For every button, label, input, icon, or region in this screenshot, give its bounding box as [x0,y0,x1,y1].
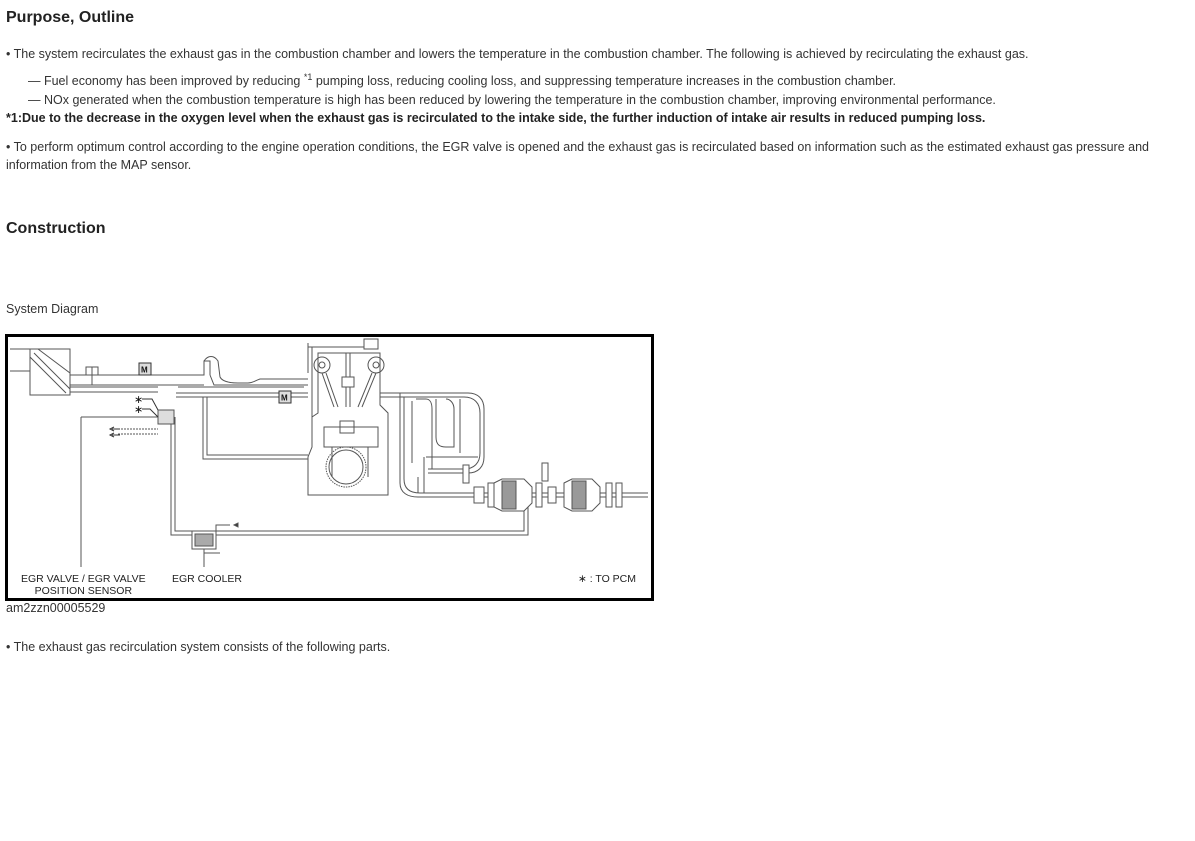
footnote-pumping-loss: *1:Due to the decrease in the oxygen level when the exhaust gas is recirculated to the intake side, the further induction of intake air results in reduced pumping loss. [6,111,986,125]
label-egr-cooler: EGR COOLER [172,573,243,585]
label-to-pcm: ∗ : TO PCM [578,573,637,585]
system-diagram-heading: System Diagram [6,302,99,316]
section-title-construction: Construction [6,220,106,237]
motor-symbol-throttle: M [141,365,148,375]
egr-schematic-drawing [8,337,651,598]
purpose-sub-bullet-fuel-economy [28,72,896,90]
pcm-marker-1: ∗ [134,394,144,406]
construction-bullet: • The exhaust gas recirculation system consists of the following parts. [6,640,391,654]
motor-symbol-egr: M [281,393,288,403]
footnote-ref: *1 [303,72,313,82]
section-title-purpose-outline: Purpose, Outline [6,9,135,26]
pcm-marker-2: ∗ [134,404,144,416]
purpose-bullet-2: • To perform optimum control according to the engine operation conditions, the EGR valve is opened and the exhaust gas is recirculated based on information such as the estimated exhaust gas pressure and information from the MAP sensor. [6,140,1150,172]
label-egr-valve-line-2: POSITION SENSOR [34,585,133,597]
egr-system-diagram [5,334,654,601]
label-egr-valve [21,573,146,597]
figure-id-caption: am2zzn00005529 [6,601,106,615]
purpose-bullet-1: • The system recirculates the exhaust gas in the combustion chamber and lowers the temperature in the combustion chamber. The following is achieved by recirculating the exhaust gas. [6,47,1029,61]
sub-bullet-text-post: pumping loss, reducing cooling loss, and suppressing temperature increases in the combustion chamber. [312,74,897,88]
sub-bullet-text-pre: — Fuel economy has been improved by reducing [28,74,304,88]
purpose-sub-bullet-nox: — NOx generated when the combustion temperature is high has been reduced by lowering the temperature in the combustion chamber, improving environmental performance. [28,93,996,107]
label-egr-valve-line-1: EGR VALVE / EGR VALVE [21,573,146,585]
